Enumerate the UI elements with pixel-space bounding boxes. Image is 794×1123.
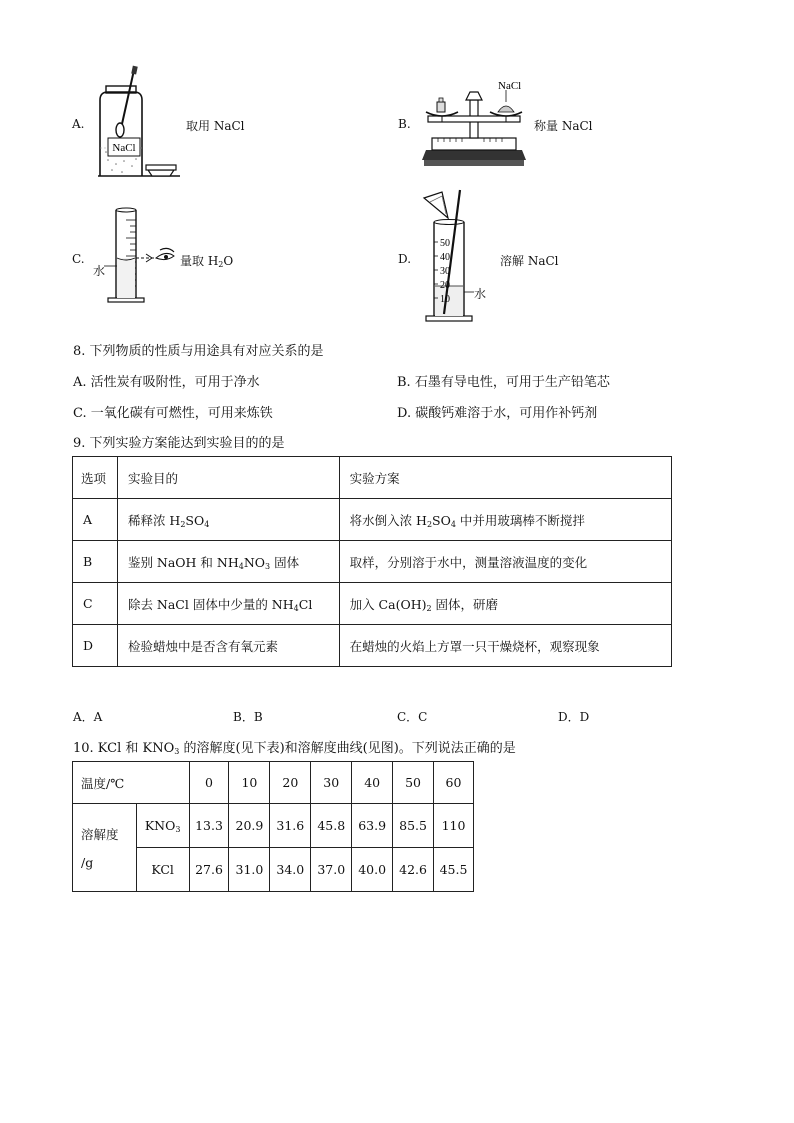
option-a-caption: 取用 NaCl [186,119,245,133]
kno3-value: 110 [434,804,474,848]
plan-cell: 在蜡烛的火焰上方罩一只干燥烧杯，观察现象 [339,625,671,667]
temp-cell: 60 [434,762,474,804]
kcl-value: 42.6 [393,848,434,892]
table-row [73,625,672,667]
kno3-value: 85.5 [393,804,434,848]
option-c-caption: 量取 $H_2O$ [180,254,234,269]
header-cell: 实验目的 [117,457,339,499]
graduated-cylinder-reading-figure [90,206,180,306]
table-row [73,583,672,625]
option-c-letter: C. [72,252,85,266]
tick-label: 10 [440,294,450,305]
goal-cell: 稀释浓 $H_2SO_4$ [117,499,339,541]
tick-label: 50 [440,238,450,249]
option-a-letter: A. [72,117,85,131]
goal-cell: 除去 NaCl 固体中少量的 $NH_4Cl$ [117,583,339,625]
plan-cell: 将水倒入浓 $H_2SO_4$ 中并用玻璃棒不断搅拌 [339,499,671,541]
kno3-row [73,804,474,848]
water-label-d: 水 [474,287,487,301]
water-label-c: 水 [93,264,106,278]
table-header-row [73,457,672,499]
balance-scale-figure [418,76,530,168]
temp-cell: 50 [393,762,434,804]
goal-cell: 鉴别 NaOH 和 $NH_4NO_3$ 固体 [117,541,339,583]
option-cell: D [73,625,118,667]
tick-label: 40 [440,252,450,263]
temp-cell: 10 [229,762,270,804]
q9-answer-a: A．A [73,710,103,724]
q8-option-b: B. 石墨有导电性，可用于生产铅笔芯 [397,375,610,390]
header-cell: 选项 [73,457,118,499]
kcl-value: 45.5 [434,848,474,892]
temp-cell: 40 [352,762,393,804]
kno3-value: 63.9 [352,804,393,848]
q9-answer-c: C．C [397,710,428,724]
solubility-label: 溶解度 /g [73,804,137,892]
table-row [73,499,672,541]
q8-option-d: D. 碳酸钙难溶于水，可用作补钙剂 [397,406,598,421]
option-cell: C [73,583,118,625]
temp-cell: 0 [189,762,229,804]
q9-table [72,456,672,667]
tick-label: 30 [440,266,450,277]
reagent-jar-with-spoon-figure [94,64,184,180]
jar-label: NaCl [112,142,136,154]
kcl-value: 40.0 [352,848,393,892]
q9-answer-d: D．D [558,710,590,724]
pan-label: NaCl [498,80,522,92]
plan-cell: 取样，分别溶于水中，测量溶液温度的变化 [339,541,671,583]
q8-option-c: C. 一氧化碳有可燃性，可用来炼铁 [73,406,273,421]
kcl-value: 37.0 [311,848,352,892]
kcl-label: KCl [136,848,189,892]
q8-option-a: A. 活性炭有吸附性，可用于净水 [73,375,260,390]
option-d-caption: 溶解 NaCl [500,254,559,268]
kcl-value: 34.0 [270,848,311,892]
kcl-value: 27.6 [189,848,229,892]
q9-answer-b: B．B [233,710,263,724]
q10-stem: 10. KCl 和 $KNO_3$ 的溶解度(见下表)和溶解度曲线(见图)。下列说法正确的是 [73,741,516,756]
temperature-row [73,762,474,804]
kno3-value: 20.9 [229,804,270,848]
option-cell: A [73,499,118,541]
header-cell: 实验方案 [339,457,671,499]
q9-stem: 9. 下列实验方案能达到实验目的的是 [73,436,285,451]
kcl-value: 31.0 [229,848,270,892]
kno3-value: 13.3 [189,804,229,848]
plan-cell: 加入 $Ca(OH)_2$ 固体，研磨 [339,583,671,625]
kno3-label: $KNO_3$ [136,804,189,848]
option-cell: B [73,541,118,583]
option-d-letter: D. [398,252,412,266]
q8-stem: 8. 下列物质的性质与用途具有对应关系的是 [73,344,324,359]
kno3-value: 45.8 [311,804,352,848]
dissolving-in-cylinder-figure [420,188,500,324]
tick-label: 20 [440,280,450,291]
temp-cell: 30 [311,762,352,804]
table-row [73,541,672,583]
option-b-caption: 称量 NaCl [534,119,593,133]
goal-cell: 检验蜡烛中是否含有氧元素 [117,625,339,667]
option-b-letter: B. [398,117,411,131]
temperature-header: 温度/℃ [73,762,190,804]
solubility-table [72,761,474,892]
kno3-value: 31.6 [270,804,311,848]
temp-cell: 20 [270,762,311,804]
